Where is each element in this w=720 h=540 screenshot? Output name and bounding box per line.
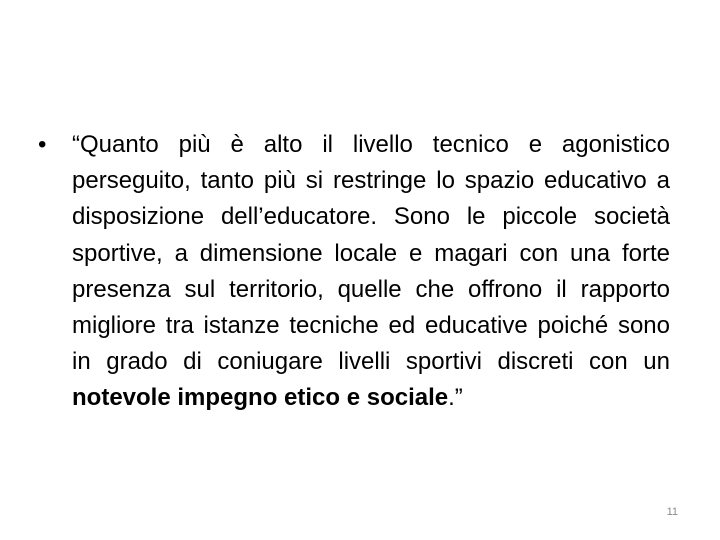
page-number: 11 [666,506,678,518]
slide-content [36,127,670,417]
bullet-item [36,127,670,417]
quote-closing: .” [448,384,463,412]
quote-paragraph [72,127,670,417]
bullet-symbol: • [38,131,47,158]
emphasized-text: notevole impegno etico e sociale [72,384,449,412]
quote-text: “Quanto più è alto il livello tecnico e agonistico perseguito, tanto più si restringe lo spazio educativo a disposizione dell’educatore. Sono le piccole società sportive, a dimensione locale e magari con una forte presenza sul territorio, quelle che offrono il rapporto migliore tra istanze tecniche ed educative poiché sono in grado di coniugare livelli sportivi discreti con un [72,131,670,376]
